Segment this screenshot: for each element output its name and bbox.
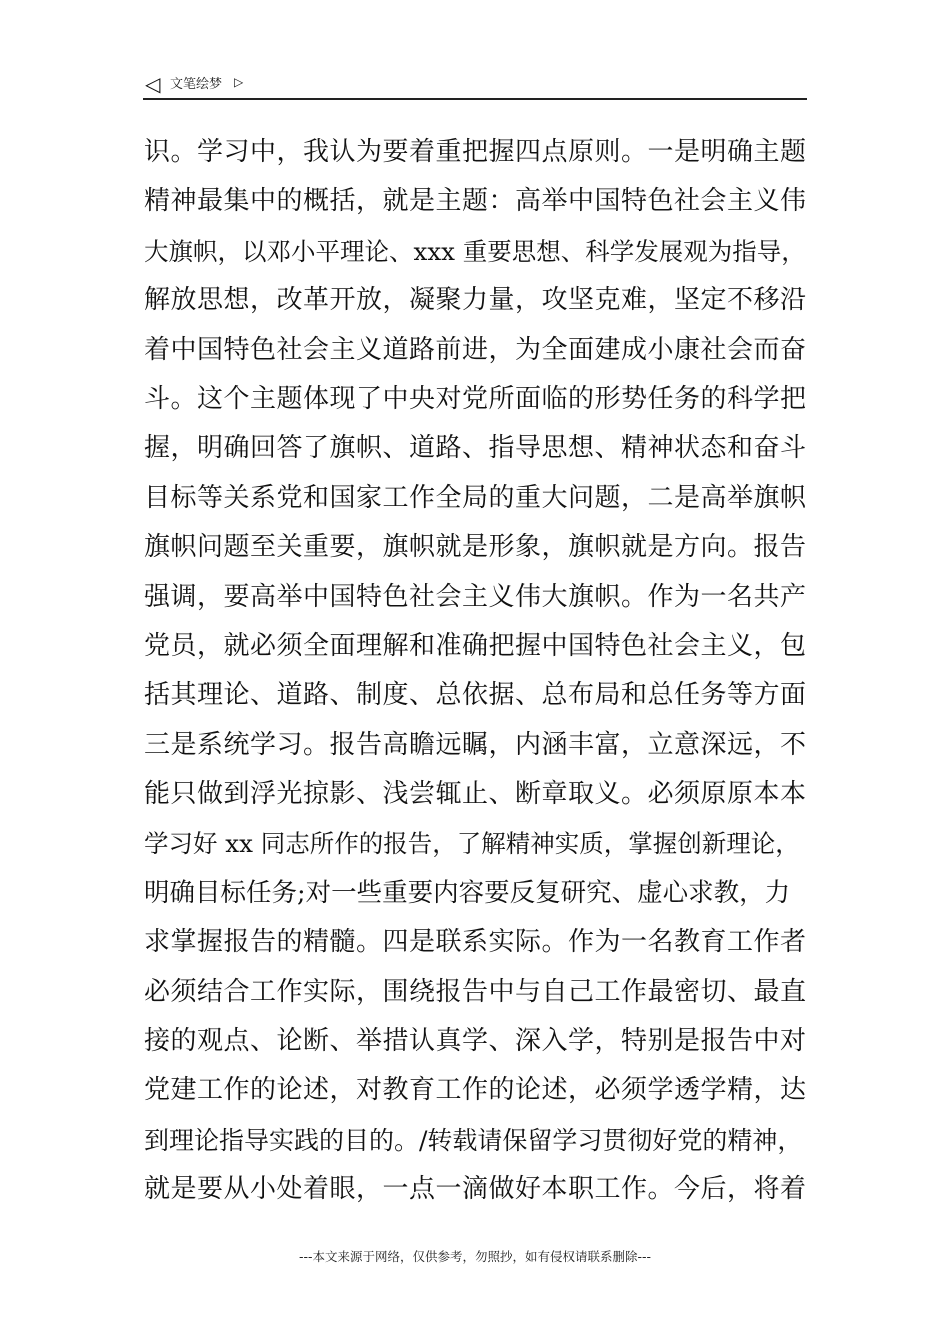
body-line: 旗帜问题至关重要，旗帜就是形象，旗帜就是方向。报告 bbox=[144, 532, 807, 563]
body-line: 握，明确回答了旗帜、道路、指导思想、精神状态和奋斗 bbox=[144, 433, 807, 464]
body-line: 党建工作的论述，对教育工作的论述，必须学透学精，达 bbox=[144, 1075, 807, 1106]
body-line: 着中国特色社会主义道路前进，为全面建成小康社会而奋 bbox=[144, 334, 807, 365]
body-line: 到理论指导实践的目的。/转载请保留学习贯彻好党的精神， bbox=[144, 1125, 803, 1155]
header-title: 文笔绘梦 bbox=[170, 77, 223, 92]
body-line: 明确目标任务;对一些重要内容要反复研究、虚心求教，力 bbox=[144, 877, 791, 908]
body-line: 大旗帜，以邓小平理论、xxx 重要思想、科学发展观为指导， bbox=[144, 236, 806, 266]
body-line: 斗。这个主题体现了中央对党所面临的形势任务的科学把 bbox=[144, 383, 807, 414]
page-header bbox=[143, 70, 807, 100]
body-line: 学习好 xx 同志所作的报告，了解精神实质，掌握创新理论， bbox=[144, 829, 800, 859]
body-line: 识。学习中，我认为要着重把握四点原则。一是明确主题 bbox=[144, 137, 807, 167]
body-line: 能只做到浮光掠影、浅尝辄止、断章取义。必须原原本本 bbox=[144, 779, 807, 810]
document-body bbox=[144, 128, 808, 1215]
body-line: 接的观点、论断、举措认真学、深入学，特别是报告中对 bbox=[144, 1026, 807, 1057]
body-line: 三是系统学习。报告高瞻远瞩，内涵丰富，立意深远，不 bbox=[144, 729, 807, 760]
body-line: 括其理论、道路、制度、总依据、总布局和总任务等方面 bbox=[144, 680, 807, 711]
body-line: 就是要从小处着眼，一点一滴做好本职工作。今后，将着 bbox=[144, 1174, 807, 1205]
left-triangle-icon: ◁ bbox=[145, 72, 161, 96]
body-line: 求掌握报告的精髓。四是联系实际。作为一名教育工作者 bbox=[144, 927, 807, 958]
body-line: 目标等关系党和国家工作全局的重大问题，二是高举旗帜 bbox=[144, 482, 807, 513]
body-line: 解放思想，改革开放，凝聚力量，攻坚克难，坚定不移沿 bbox=[144, 285, 807, 316]
footer-disclaimer: ---本文来源于网络，仅供参考，勿照抄，如有侵权请联系删除--- bbox=[298, 1249, 652, 1264]
body-line: 党员，就必须全面理解和准确把握中国特色社会主义，包 bbox=[144, 630, 807, 661]
body-line: 精神最集中的概括，就是主题：高举中国特色社会主义伟 bbox=[144, 186, 807, 217]
body-line: 必须结合工作实际，围绕报告中与自己工作最密切、最直 bbox=[144, 976, 807, 1007]
right-triangle-icon: ▷ bbox=[234, 75, 244, 89]
body-line: 强调，要高举中国特色社会主义伟大旗帜。作为一名共产 bbox=[144, 581, 807, 612]
